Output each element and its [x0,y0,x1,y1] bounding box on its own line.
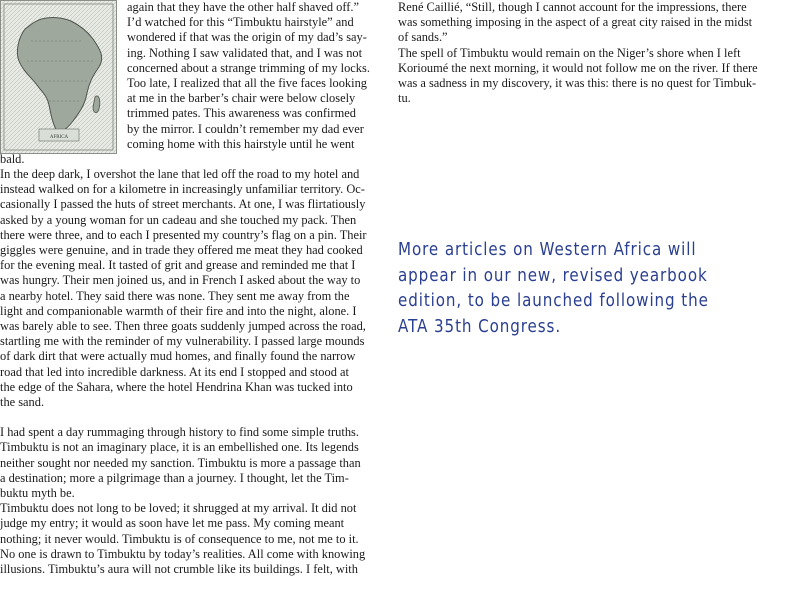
paragraph-line: casionally I passed the huts of street merchants. At one, I was flirtatiously [0,197,366,212]
paragraph-line: of dark dirt that were actually mud homes, and finally found the narrow [0,349,356,364]
paragraph-spacer [0,410,387,425]
paragraph-line: the sand. [0,394,45,409]
article-left-column [0,0,387,577]
intro-line: I’d watched for this “Timbuktu hairstyle” and [127,15,354,30]
paragraph-line: a nearby hotel. They said there was none. They sent me away from the [0,288,350,303]
paragraph-line: neither sought nor needed my sanction. Timbuktu is more a passage than [0,455,361,470]
paragraph-line: for the evening meal. It tasted of grit and grease and reminded me that I [0,258,356,273]
quote-line: René Caillié, “Still, though I cannot account for the impressions, there [398,0,747,14]
intro-line: wondered if that was the origin of my dad’s say- [127,30,367,45]
quote-line: was something imposing in the aspect of a great city raised in the midst [398,15,753,30]
paragraph-line: nothing; it never would. Timbuktu is of consequence to me, not me to it. [0,531,359,546]
closing-line: Korioumé the next morning, it would not follow me on the river. If there [398,60,758,75]
paragraph-line: asked by a young woman for un cadeau and she touched my pack. Then [0,212,357,227]
paragraph-line: startling me with the reminder of my vulnerability. I passed large mounds [0,334,365,349]
map-cartouche-label: AFRICA [49,135,69,140]
paragraph-line: the edge of the Sahara, where the hotel Hendrina Khan was tucked into [0,379,353,394]
paragraph-line: a destination; more a pilgrimage than a journey. I thought, let the Tim- [0,470,349,485]
intro-line: ing. Nothing I saw validated that, and I was not [127,45,363,60]
paragraph-line: No one is drawn to Timbuktu by today’s realities. All come with knowing [0,546,366,561]
paragraph-line: light and companionable warmth of their fire and into the night, alone. I [0,303,357,318]
paragraph-line: instead walked on for a kilometre in increasingly unfamiliar territory. Oc- [0,182,365,197]
closing-paragraph [398,46,792,107]
callout-line: edition, to be launched following the [398,291,709,311]
intro-line: at me in the barber’s chair were below closely [127,91,356,106]
paragraph-history [0,425,387,501]
callout-line: appear in our new, revised yearbook [398,265,708,286]
paragraph-line: In the deep dark, I overshot the lane that led off the road to my hotel and [0,167,360,182]
intro-line: by the mirror. I couldn’t remember my dad ever [127,121,364,136]
paragraph-line: was barely able to see. Then three goats suddenly jumped across the road, [0,318,366,333]
paragraph-line: was hungry. Their men joined us, and in French I asked about the way to [0,273,361,288]
callout-line: ATA 35th Congress. [398,316,562,337]
paragraph-line: road that led into incredible darkness. At its end I stopped and stood at [0,364,349,379]
paragraph-line: Timbuktu is not an imaginary place, it is an embellished one. Its legends [0,440,359,455]
paragraph-line: illusions. Timbuktu’s aura will not crumble like its buildings. I felt, with [0,561,358,576]
paragraph-night-walk [0,167,387,410]
closing-line: The spell of Timbuktu would remain on the Niger’s shore when I left [398,45,741,60]
intro-line-tail: bald. [0,151,25,166]
caillie-quote [398,0,792,46]
intro-line: coming home with this hairstyle until he went [127,136,355,151]
paragraph-line: giggles were genuine, and in trade they offered me meat they had cooked [0,243,363,257]
paragraph-loved [0,501,387,577]
paragraph-line: Timbuktu does not long to be loved; it shrugged at my arrival. It did not [0,501,357,516]
wrapped-intro-text [127,0,387,152]
intro-line: concerned about a strange trimming of my locks. [127,60,370,75]
paragraph-line: I had spent a day rummaging through history to find some simple truths. [0,425,359,440]
paragraph-line: there were three, and to each I presented my country’s flag on a pin. Their [0,227,367,242]
closing-line: tu. [398,91,411,106]
paragraph-line: buktu myth be. [0,486,75,500]
intro-line: Too late, I realized that all the five faces looking [127,75,367,90]
quote-line: of sands.” [398,30,448,45]
article-right-column [398,0,792,106]
more-articles-callout [398,238,725,340]
callout-line: More articles on Western Africa will [398,240,697,260]
intro-line: trimmed pates. This awareness was confirmed [127,106,356,121]
intro-line: again that they have the other half shaved off.” [127,0,360,14]
closing-line: was a sadness in my discovery, it was this: there is no quest for Timbuk- [398,75,757,90]
paragraph-line: judge my entry; it would as soon have let me pass. My coming meant [0,516,345,531]
